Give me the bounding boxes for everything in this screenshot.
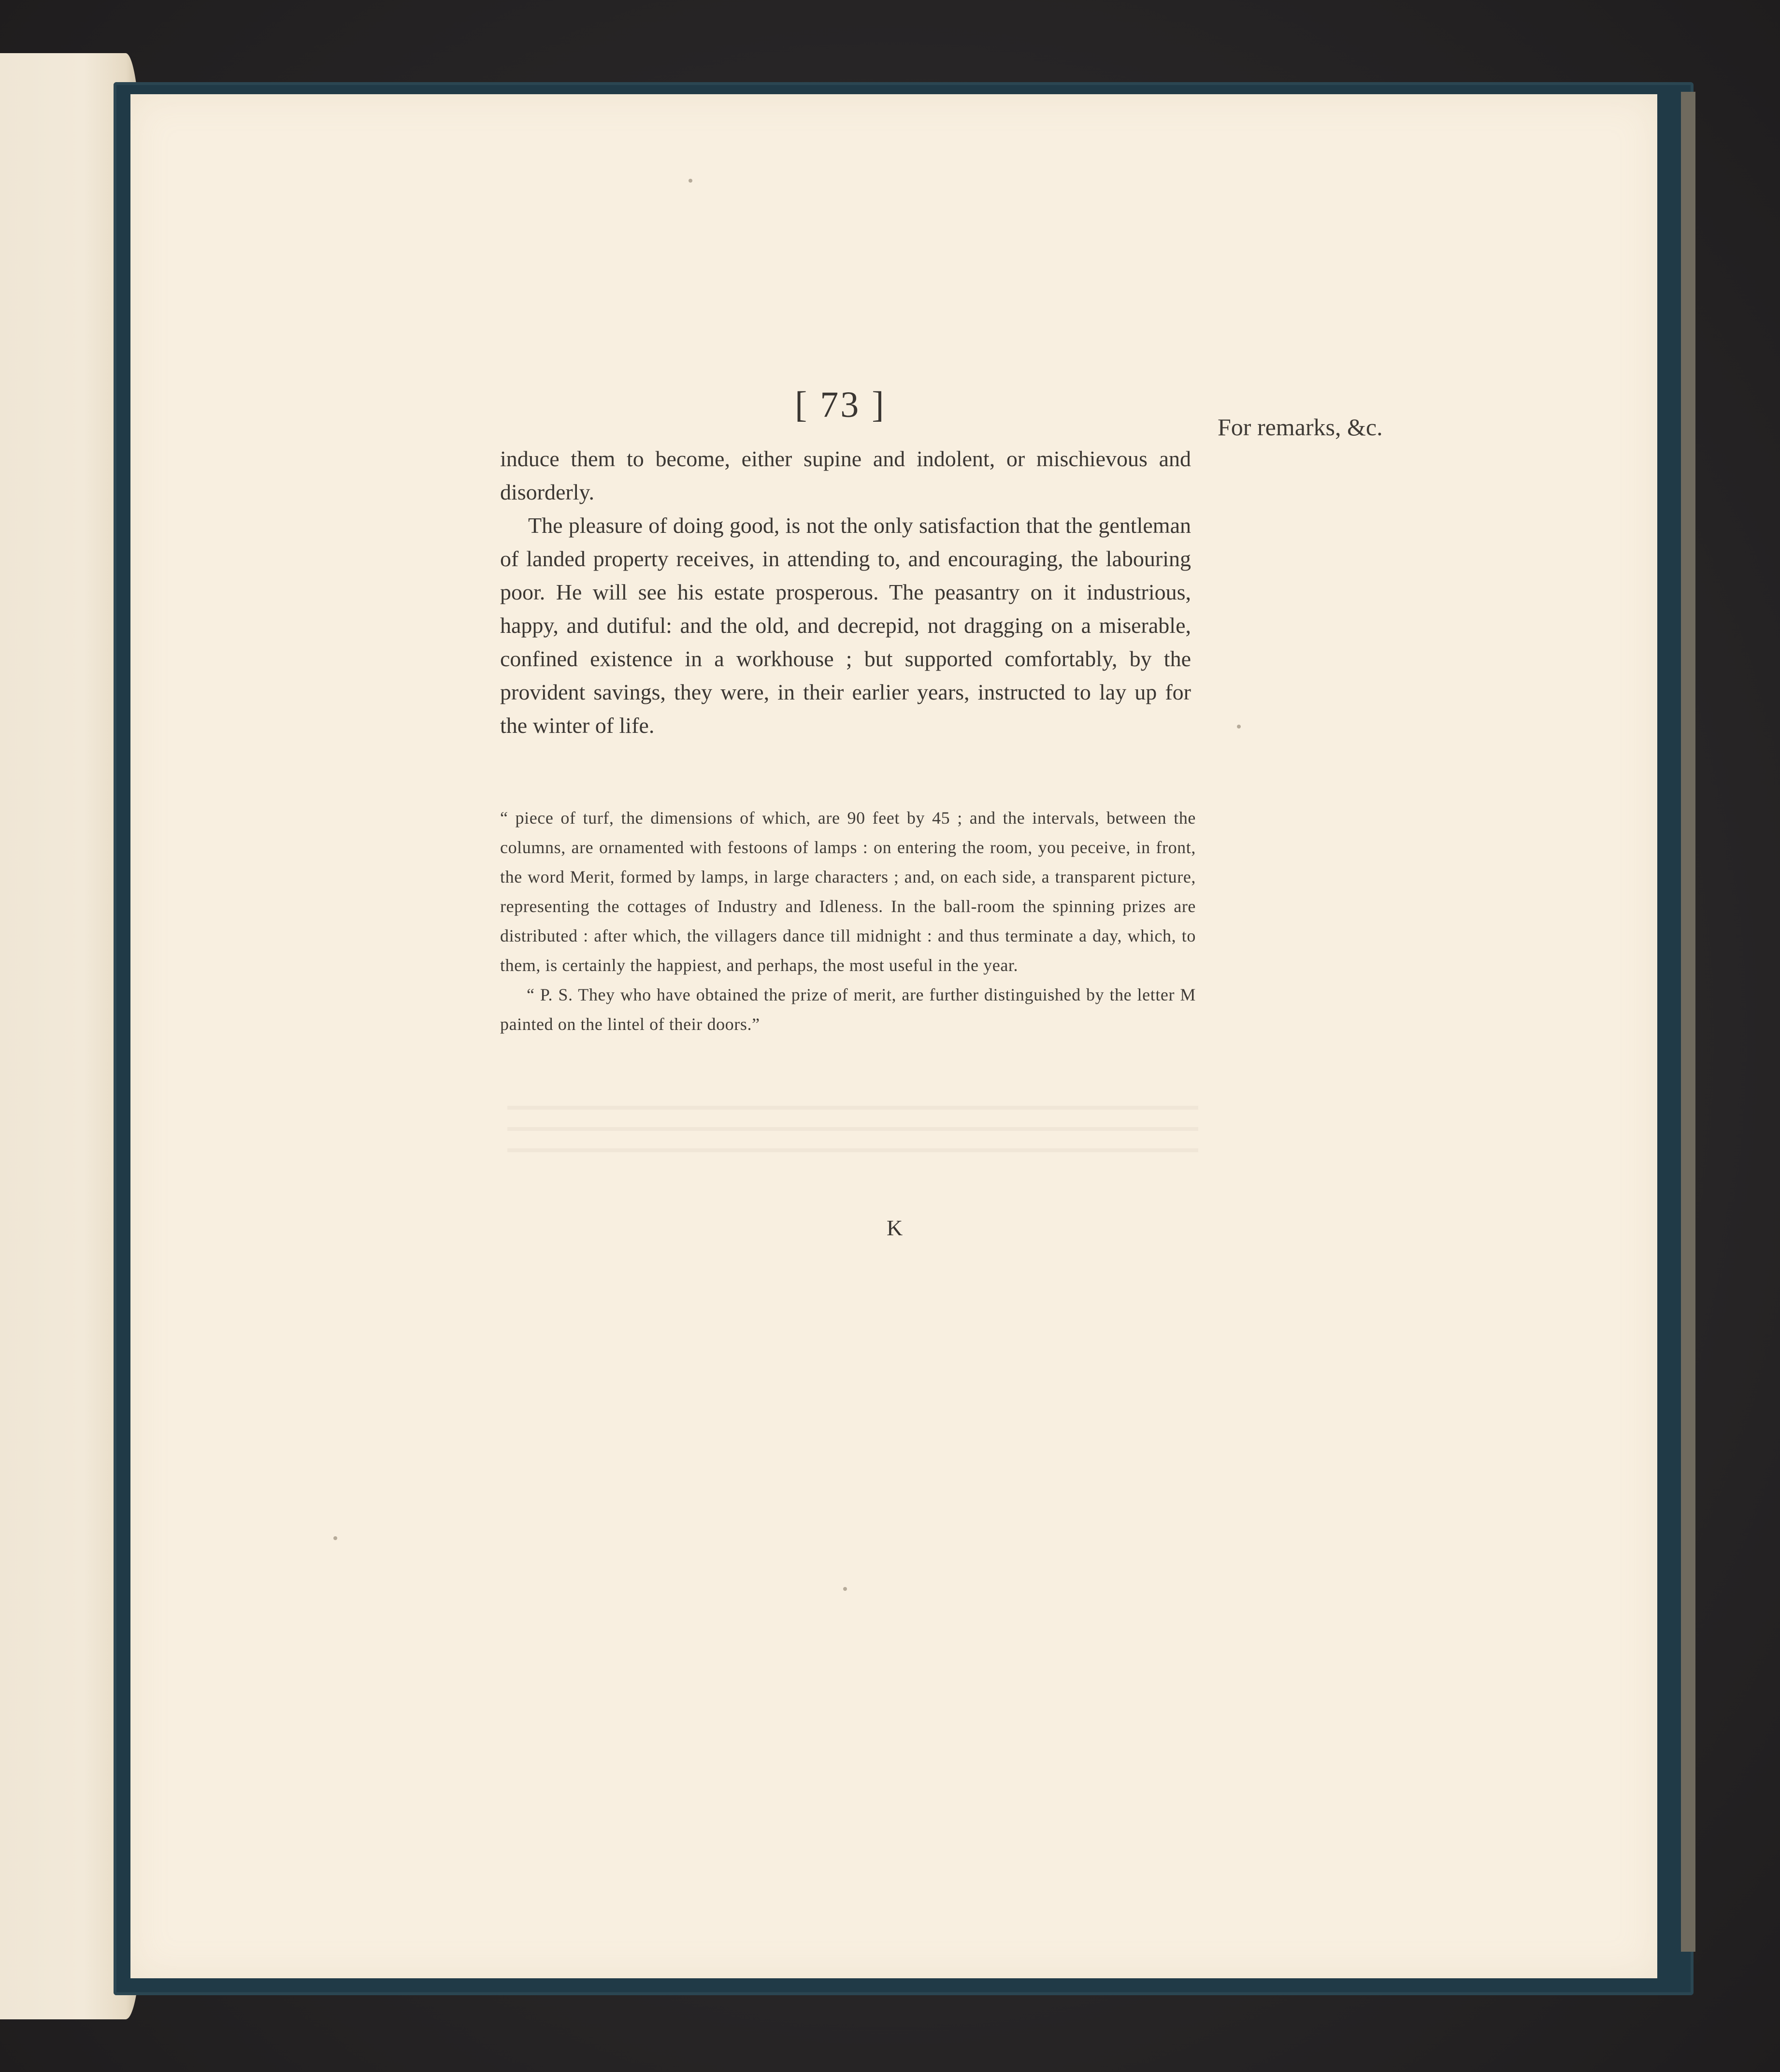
show-through-text [507, 1094, 1198, 1152]
page-73 [130, 94, 1657, 1978]
paper-speck [1237, 725, 1241, 729]
page-number: [ 73 ] [795, 385, 886, 425]
paragraph: The pleasure of doing good, is not the only satisfaction that the gentleman of landed property receives, in attending to, and encouraging, the labouring poor. He will see his estate prosperous. The peasantry on it industrious, happy, and dutiful: and the old, and decrepid, not dragging on a miserable, confined existence in a workhouse ; but supported comfortably, by the provident savings, they were, in their earlier years, instructed to lay up for the winter of life. [500, 513, 1191, 738]
quote-paragraph: “ piece of turf, the dimensions of which, are 90 feet by 45 ; and the intervals, between the columns, are ornamented with festoons of lamps : on entering the room, you peceive, in front, the word Merit, formed by lamps, in large characters ; and, on each side, a transparent picture, representing the cottages of Industry and Idleness. In the ball-room the spinning prizes are distributed : after which, the villagers dance till midnight : and thus terminate a day, which, to them, is certainly the happiest, and perhaps, the most useful in the year. [500, 808, 1196, 975]
paper-speck [333, 1536, 337, 1540]
signature-mark: K [887, 1215, 903, 1240]
paragraph: induce them to become, either supine and indolent, or mischievous and disorderly. [500, 446, 1191, 504]
paper-speck [843, 1587, 847, 1591]
main-text-block [500, 442, 1191, 742]
cover-spine-tab [1681, 92, 1695, 1952]
margin-note: For remarks, &c. [1218, 414, 1383, 441]
quote-paragraph: “ P. S. They who have obtained the prize of merit, are further distinguished by the letter M painted on the lintel of their doors.” [500, 985, 1196, 1034]
quoted-footnote-block [500, 803, 1196, 1039]
paper-speck [689, 179, 692, 183]
